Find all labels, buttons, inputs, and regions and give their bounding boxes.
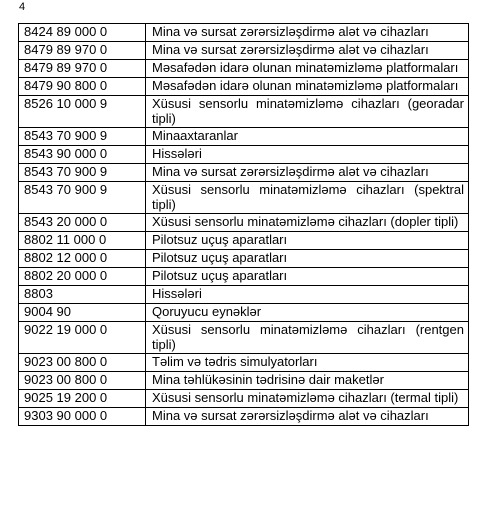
table-row <box>19 164 469 182</box>
description-cell: Məsafədən idarə olunan minatəmizləmə platformaları <box>146 78 469 96</box>
code-cell: 8479 90 800 0 <box>19 78 146 96</box>
table-row <box>19 354 469 372</box>
code-cell: 8543 90 000 0 <box>19 146 146 164</box>
code-cell: 9023 00 800 0 <box>19 354 146 372</box>
description-cell: Xüsusi sensorlu minatəmizləmə cihazları (georadar tipli) <box>146 96 469 128</box>
code-cell: 8543 70 900 9 <box>19 182 146 214</box>
table-row <box>19 96 469 128</box>
description-cell: Pilotsuz uçuş aparatları <box>146 232 469 250</box>
code-cell: 9025 19 200 0 <box>19 390 146 408</box>
code-cell: 8803 <box>19 286 146 304</box>
table-row <box>19 286 469 304</box>
description-cell: Mina və sursat zərərsizləşdirmə alət və cihazları <box>146 164 469 182</box>
table-row <box>19 390 469 408</box>
table-row <box>19 42 469 60</box>
description-cell: Mina və sursat zərərsizləşdirmə alət və cihazları <box>146 42 469 60</box>
code-cell: 8526 10 000 9 <box>19 96 146 128</box>
page-number: 4 <box>19 1 26 13</box>
description-cell: Mina təhlükəsinin tədrisinə dair maketlər <box>146 372 469 390</box>
description-cell: Məsafədən idarə olunan minatəmizləmə platformaları <box>146 60 469 78</box>
table-row <box>19 24 469 42</box>
table-row <box>19 214 469 232</box>
description-cell: Mina və sursat zərərsizləşdirmə alət və cihazları <box>146 24 469 42</box>
table-row <box>19 322 469 354</box>
table-row <box>19 268 469 286</box>
description-cell: Təlim və tədris simulyatorları <box>146 354 469 372</box>
table-row <box>19 60 469 78</box>
description-cell: Minaaxtaranlar <box>146 128 469 146</box>
description-cell: Mina və sursat zərərsizləşdirmə alət və cihazları <box>146 408 469 426</box>
code-cell: 8479 89 970 0 <box>19 60 146 78</box>
customs-code-table <box>18 23 469 426</box>
code-cell: 8802 12 000 0 <box>19 250 146 268</box>
code-cell: 9022 19 000 0 <box>19 322 146 354</box>
code-cell: 8543 70 900 9 <box>19 128 146 146</box>
table-row <box>19 128 469 146</box>
description-cell: Xüsusi sensorlu minatəmizləmə cihazları (dopler tipli) <box>146 214 469 232</box>
code-cell: 8802 20 000 0 <box>19 268 146 286</box>
table-row <box>19 250 469 268</box>
table-row <box>19 146 469 164</box>
code-cell: 8543 20 000 0 <box>19 214 146 232</box>
table-row <box>19 232 469 250</box>
code-cell: 8802 11 000 0 <box>19 232 146 250</box>
description-cell: Hissələri <box>146 286 469 304</box>
description-cell: Hissələri <box>146 146 469 164</box>
code-cell: 8479 89 970 0 <box>19 42 146 60</box>
table-row <box>19 78 469 96</box>
description-cell: Xüsusi sensorlu minatəmizləmə cihazları (spektral tipli) <box>146 182 469 214</box>
table-row <box>19 182 469 214</box>
table-row <box>19 304 469 322</box>
description-cell: Xüsusi sensorlu minatəmizləmə cihazları (rentgen tipli) <box>146 322 469 354</box>
code-cell: 8543 70 900 9 <box>19 164 146 182</box>
description-cell: Qoruyucu eynəklər <box>146 304 469 322</box>
table-row <box>19 372 469 390</box>
code-cell: 9023 00 800 0 <box>19 372 146 390</box>
description-cell: Pilotsuz uçuş aparatları <box>146 250 469 268</box>
description-cell: Xüsusi sensorlu minatəmizləmə cihazları (termal tipli) <box>146 390 469 408</box>
code-cell: 9303 90 000 0 <box>19 408 146 426</box>
table-row <box>19 408 469 426</box>
description-cell: Pilotsuz uçuş aparatları <box>146 268 469 286</box>
code-cell: 9004 90 <box>19 304 146 322</box>
code-cell: 8424 89 000 0 <box>19 24 146 42</box>
